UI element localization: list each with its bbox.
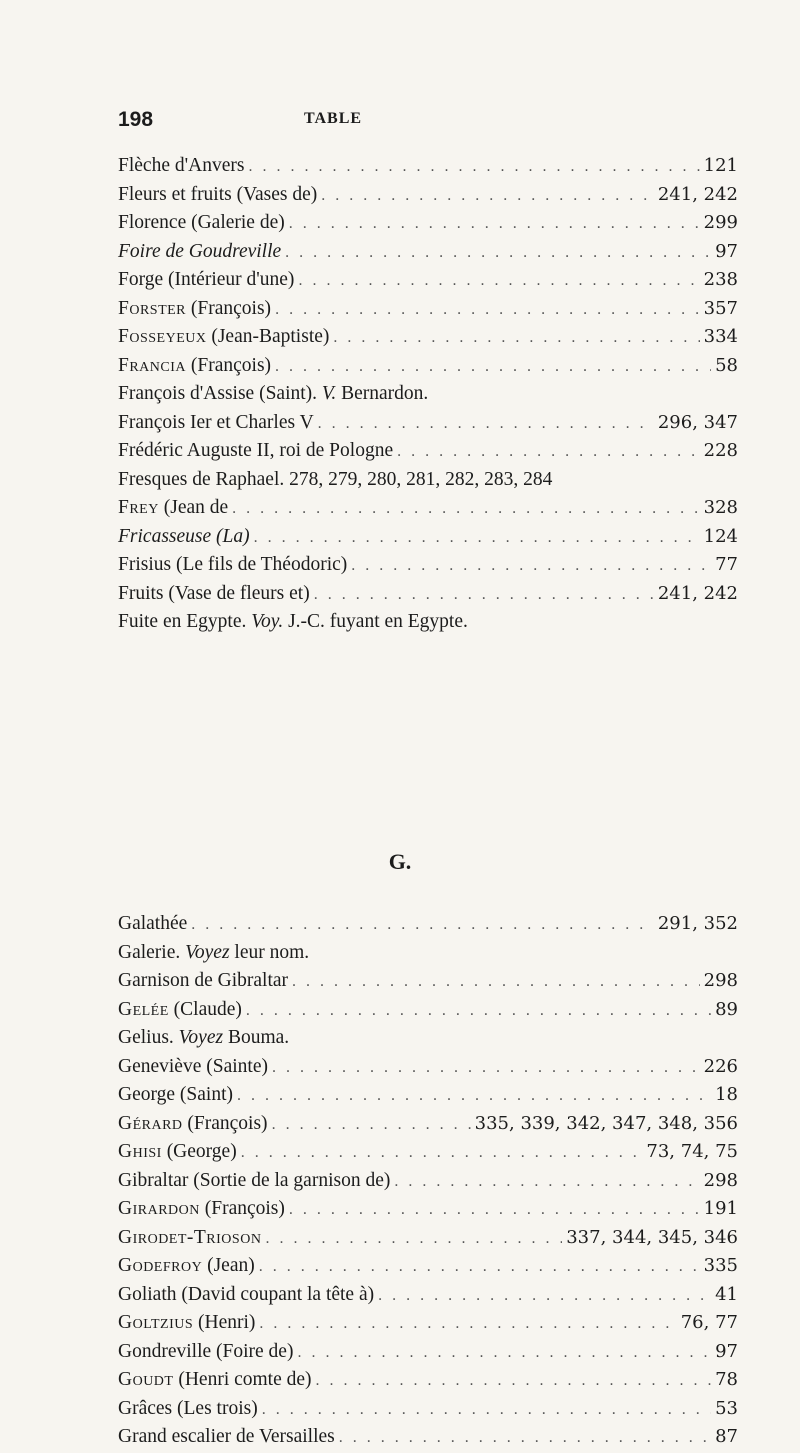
index-entry-row (118, 1366, 738, 1396)
entry-label (118, 238, 281, 267)
entry-pages: 121 (703, 155, 738, 176)
entry-label-part: Voyez (185, 941, 230, 963)
index-entry-row (118, 1252, 738, 1282)
index-entry (118, 551, 738, 580)
index-entry-row (118, 238, 738, 268)
entry-label (118, 910, 187, 939)
entry-label (118, 209, 285, 238)
entry-label-part: Girodet-Trioson (118, 1226, 262, 1248)
index-entry (118, 523, 738, 552)
index-entry (118, 996, 738, 1025)
entry-pages: 58 (715, 354, 738, 376)
index-entry (118, 409, 738, 438)
dot-leader (351, 552, 711, 581)
index-entry-row (118, 181, 738, 211)
entry-pages: 328 (703, 497, 738, 518)
entry-label-part: George (Saint) (118, 1084, 233, 1105)
entry-label-part: Goltzius (118, 1312, 194, 1333)
entry-label-part: Frisius (Le fils de Théodoric) (118, 554, 348, 575)
entry-label-part: J.-C. fuyant en Egypte. (283, 611, 468, 632)
entry-label-part: V. (321, 383, 337, 404)
entry-label-part: Forge (Intérieur d'une) (118, 269, 295, 290)
dot-leader (297, 1339, 711, 1368)
dot-leader (289, 210, 700, 239)
index-entry-row (118, 209, 738, 239)
entry-label-part: Geneviève (Sainte) (118, 1055, 268, 1077)
entry-pages: 73, 74, 75 (646, 1141, 738, 1162)
dot-leader (254, 524, 700, 553)
entry-label (118, 1366, 312, 1395)
index-entry (118, 152, 738, 181)
index-entry-row (118, 323, 738, 353)
entry-label (118, 996, 242, 1025)
entry-pages: 76, 77 (680, 1312, 738, 1333)
dot-leader (191, 911, 654, 940)
dot-leader (397, 438, 700, 467)
dot-leader (333, 324, 699, 353)
dot-leader (265, 1225, 562, 1254)
entry-label-part: Foire de Goudreville (118, 240, 282, 262)
entry-label-part: Fresques de Raphael. 278, 279, 280, 281, 282, 283, 284 (118, 468, 553, 490)
dot-leader (275, 296, 700, 325)
entry-label-part: (George) (161, 1141, 237, 1162)
entry-label-part: Frey (118, 497, 159, 518)
dot-leader (314, 581, 654, 610)
entry-label-part: Fruits (Vase de fleurs et) (118, 582, 310, 604)
entry-label (118, 380, 428, 409)
index-entry (118, 580, 738, 609)
index-entry (118, 1224, 738, 1253)
index-entry (118, 1423, 738, 1452)
entry-label-part: Frédéric Auguste II, roi de Pologne (118, 440, 394, 461)
entry-label-part: (François) (186, 297, 272, 319)
index-entry (118, 1053, 738, 1082)
index-entry-row (118, 608, 738, 637)
index-entry-row (118, 1167, 738, 1197)
entry-label-part: (Jean de (158, 497, 229, 518)
entry-label (118, 1024, 289, 1053)
dot-leader (272, 1054, 700, 1083)
entry-label-part: (Jean) (202, 1255, 255, 1276)
index-entry (118, 1081, 738, 1110)
entry-label-part: (François) (182, 1112, 268, 1134)
entry-label-part: Bouma. (223, 1027, 290, 1048)
entry-label (118, 181, 317, 210)
page-number: 198 (118, 108, 154, 131)
dot-leader (246, 997, 711, 1026)
index-entry (118, 910, 738, 939)
index-entry (118, 1195, 738, 1224)
entry-label (118, 437, 393, 466)
dot-leader (259, 1310, 676, 1339)
dot-leader (321, 182, 654, 211)
entry-pages: 298 (703, 970, 738, 991)
entry-label (118, 1110, 268, 1139)
entry-pages: 191 (703, 1198, 738, 1219)
index-entry-row (118, 1338, 738, 1368)
dot-leader (275, 353, 711, 382)
index-entry-row (118, 551, 738, 581)
entry-label (118, 1309, 255, 1338)
dot-leader (262, 1396, 711, 1425)
entry-label-part: Florence (Galerie de) (118, 212, 285, 233)
index-entry-row (118, 266, 738, 296)
page-header (118, 108, 678, 144)
entry-pages: 238 (703, 269, 738, 290)
entry-pages: 41 (715, 1283, 738, 1305)
entry-label (118, 967, 288, 996)
entry-label (118, 1053, 268, 1082)
dot-leader (232, 495, 699, 524)
entry-pages: 18 (715, 1084, 738, 1105)
entry-label-part: (Jean-Baptiste) (206, 326, 330, 347)
entry-pages: 89 (715, 998, 738, 1020)
index-entry (118, 1110, 738, 1139)
entry-label-part: Ghisi (118, 1141, 162, 1162)
index-entry-row (118, 1281, 738, 1311)
index-entry-row (118, 996, 738, 1026)
entry-label (118, 1423, 335, 1452)
entry-label-part: Gelée (118, 998, 169, 1020)
entry-label-part: Galerie. (118, 941, 186, 963)
entry-label-part: Voyez (178, 1027, 224, 1048)
index-entries-g (118, 910, 738, 1452)
entry-pages: 337, 344, 345, 346 (566, 1226, 738, 1248)
entry-pages: 226 (703, 1055, 738, 1077)
entry-label-part: Flèche d'Anvers (118, 155, 245, 176)
index-entry (118, 608, 738, 637)
entry-label (118, 266, 294, 295)
index-entry-row (118, 523, 738, 553)
entry-label (118, 1395, 258, 1424)
index-entry-row (118, 1423, 738, 1453)
index-entry-row (118, 580, 738, 610)
index-entry (118, 466, 738, 495)
index-entry (118, 1167, 738, 1196)
entry-pages: 357 (703, 297, 738, 319)
index-entry-row (118, 352, 738, 382)
entry-pages: 78 (715, 1369, 738, 1390)
entry-pages: 296, 347 (657, 411, 738, 433)
entry-label (118, 1081, 233, 1110)
entry-pages: 97 (715, 1340, 738, 1362)
entry-label-part: Forster (118, 297, 187, 319)
entry-pages: 228 (703, 440, 738, 461)
entry-label-part: Voy. (251, 611, 284, 632)
entry-pages: 241, 242 (657, 582, 738, 604)
entry-pages: 335, 339, 342, 347, 348, 356 (474, 1112, 738, 1134)
index-entry (118, 181, 738, 210)
index-entry (118, 209, 738, 238)
entry-label-part: Godefroy (118, 1255, 203, 1276)
index-entry-row (118, 1110, 738, 1140)
running-title: TABLE (304, 110, 363, 127)
entry-label-part: Gérard (118, 1112, 183, 1134)
index-entry-row (118, 1309, 738, 1339)
entry-pages: 299 (703, 212, 738, 233)
index-entry-row (118, 409, 738, 439)
entry-pages: 241, 242 (657, 183, 738, 205)
index-entry (118, 266, 738, 295)
dot-leader (272, 1111, 471, 1140)
index-entry-row (118, 1053, 738, 1083)
index-entry-row (118, 494, 738, 524)
dot-leader (292, 968, 700, 997)
entry-pages: 335 (703, 1255, 738, 1276)
index-entry-row (118, 1195, 738, 1225)
index-entry (118, 967, 738, 996)
entry-label-part: Grâces (Les trois) (118, 1397, 258, 1419)
dot-leader (259, 1253, 700, 1282)
index-entry-row (118, 1224, 738, 1254)
dot-leader (289, 1196, 700, 1225)
entry-pages: 334 (703, 326, 738, 347)
index-entry (118, 238, 738, 267)
index-entry (118, 1366, 738, 1395)
entry-pages: 124 (703, 525, 738, 547)
entry-label-part: Bernardon. (336, 383, 429, 404)
entry-label-part: (François) (199, 1198, 285, 1219)
entry-label-part: Girardon (118, 1198, 200, 1219)
dot-leader (394, 1168, 699, 1197)
entry-label (118, 152, 244, 181)
entry-label-part: Gondreville (Foire de) (118, 1340, 294, 1362)
entry-label-part: Grand escalier de Versailles (118, 1426, 335, 1447)
dot-leader (241, 1139, 643, 1168)
entry-label (118, 323, 329, 352)
index-entry (118, 1024, 738, 1053)
entry-label (118, 1195, 285, 1224)
entry-label (118, 409, 314, 438)
entry-label (118, 1138, 237, 1167)
entry-label-part: François d'Assise (Saint). (118, 383, 322, 404)
entry-label (118, 352, 271, 381)
entry-label-part: Garnison de Gibraltar (118, 970, 289, 991)
entry-label-part: (Claude) (168, 998, 242, 1020)
entry-label-part: leur nom. (229, 941, 310, 963)
entry-label (118, 1224, 261, 1253)
index-entry-row (118, 437, 738, 467)
index-entry (118, 323, 738, 352)
index-entry (118, 1395, 738, 1424)
index-entries-f (118, 152, 738, 637)
entry-label (118, 939, 309, 968)
index-entry (118, 1338, 738, 1367)
entry-label-part: Fleurs et fruits (Vases de) (118, 183, 318, 205)
entry-label-part: Gelius. (118, 1027, 179, 1048)
dot-leader (316, 1367, 712, 1396)
entry-label-part: Goliath (David coupant la tête à) (118, 1283, 375, 1305)
entry-label-part: Fosseyeux (118, 326, 207, 347)
index-entry (118, 1309, 738, 1338)
dot-leader (248, 153, 699, 182)
entry-label (118, 608, 468, 637)
entry-label-part: Galathée (118, 913, 188, 934)
index-entry-row (118, 1138, 738, 1168)
entry-label-part: Gibraltar (Sortie de la garnison de) (118, 1169, 391, 1191)
index-entry (118, 939, 738, 968)
entry-label (118, 1252, 255, 1281)
index-entry (118, 380, 738, 409)
index-entry (118, 494, 738, 523)
index-entry-row (118, 295, 738, 325)
index-entry-row (118, 910, 738, 940)
entry-label-part: Goudt (118, 1369, 174, 1390)
entry-label (118, 551, 347, 580)
entry-pages: 97 (715, 240, 738, 262)
entry-pages: 87 (715, 1426, 738, 1447)
entry-label (118, 295, 271, 324)
dot-leader (378, 1282, 711, 1311)
entry-label-part: Francia (118, 354, 187, 376)
dot-leader (339, 1424, 711, 1453)
index-entry-row (118, 1081, 738, 1111)
dot-leader (285, 239, 711, 268)
entry-label (118, 523, 250, 552)
dot-leader (318, 410, 654, 439)
index-entry-row (118, 1024, 738, 1053)
index-entry (118, 1252, 738, 1281)
index-entry-row (118, 152, 738, 182)
index-entry-row (118, 380, 738, 409)
entry-pages: 298 (703, 1169, 738, 1191)
dot-leader (298, 267, 699, 296)
index-entry-row (118, 939, 738, 968)
section-letter-g: G. (388, 849, 412, 874)
entry-label (118, 580, 310, 609)
entry-pages: 77 (715, 554, 738, 575)
entry-label-part: (Henri) (193, 1312, 256, 1333)
index-entry (118, 295, 738, 324)
index-entry (118, 437, 738, 466)
index-entry (118, 1281, 738, 1310)
index-entry-row (118, 967, 738, 997)
entry-label-part: (Henri comte de) (173, 1369, 312, 1390)
index-entry-row (118, 466, 738, 495)
entry-label (118, 1281, 374, 1310)
entry-pages: 291, 352 (657, 913, 738, 934)
index-entry (118, 1138, 738, 1167)
entry-label-part: Fricasseuse (La) (118, 525, 250, 547)
index-entry (118, 352, 738, 381)
entry-label (118, 1338, 293, 1367)
entry-label (118, 1167, 390, 1196)
entry-label-part: François Ier et Charles V (118, 411, 314, 433)
entry-label-part: (François) (186, 354, 272, 376)
entry-label-part: Fuite en Egypte. (118, 611, 252, 632)
entry-pages: 53 (715, 1397, 738, 1419)
entry-label (118, 494, 228, 523)
entry-label (118, 466, 552, 495)
index-entry-row (118, 1395, 738, 1425)
dot-leader (237, 1082, 711, 1111)
